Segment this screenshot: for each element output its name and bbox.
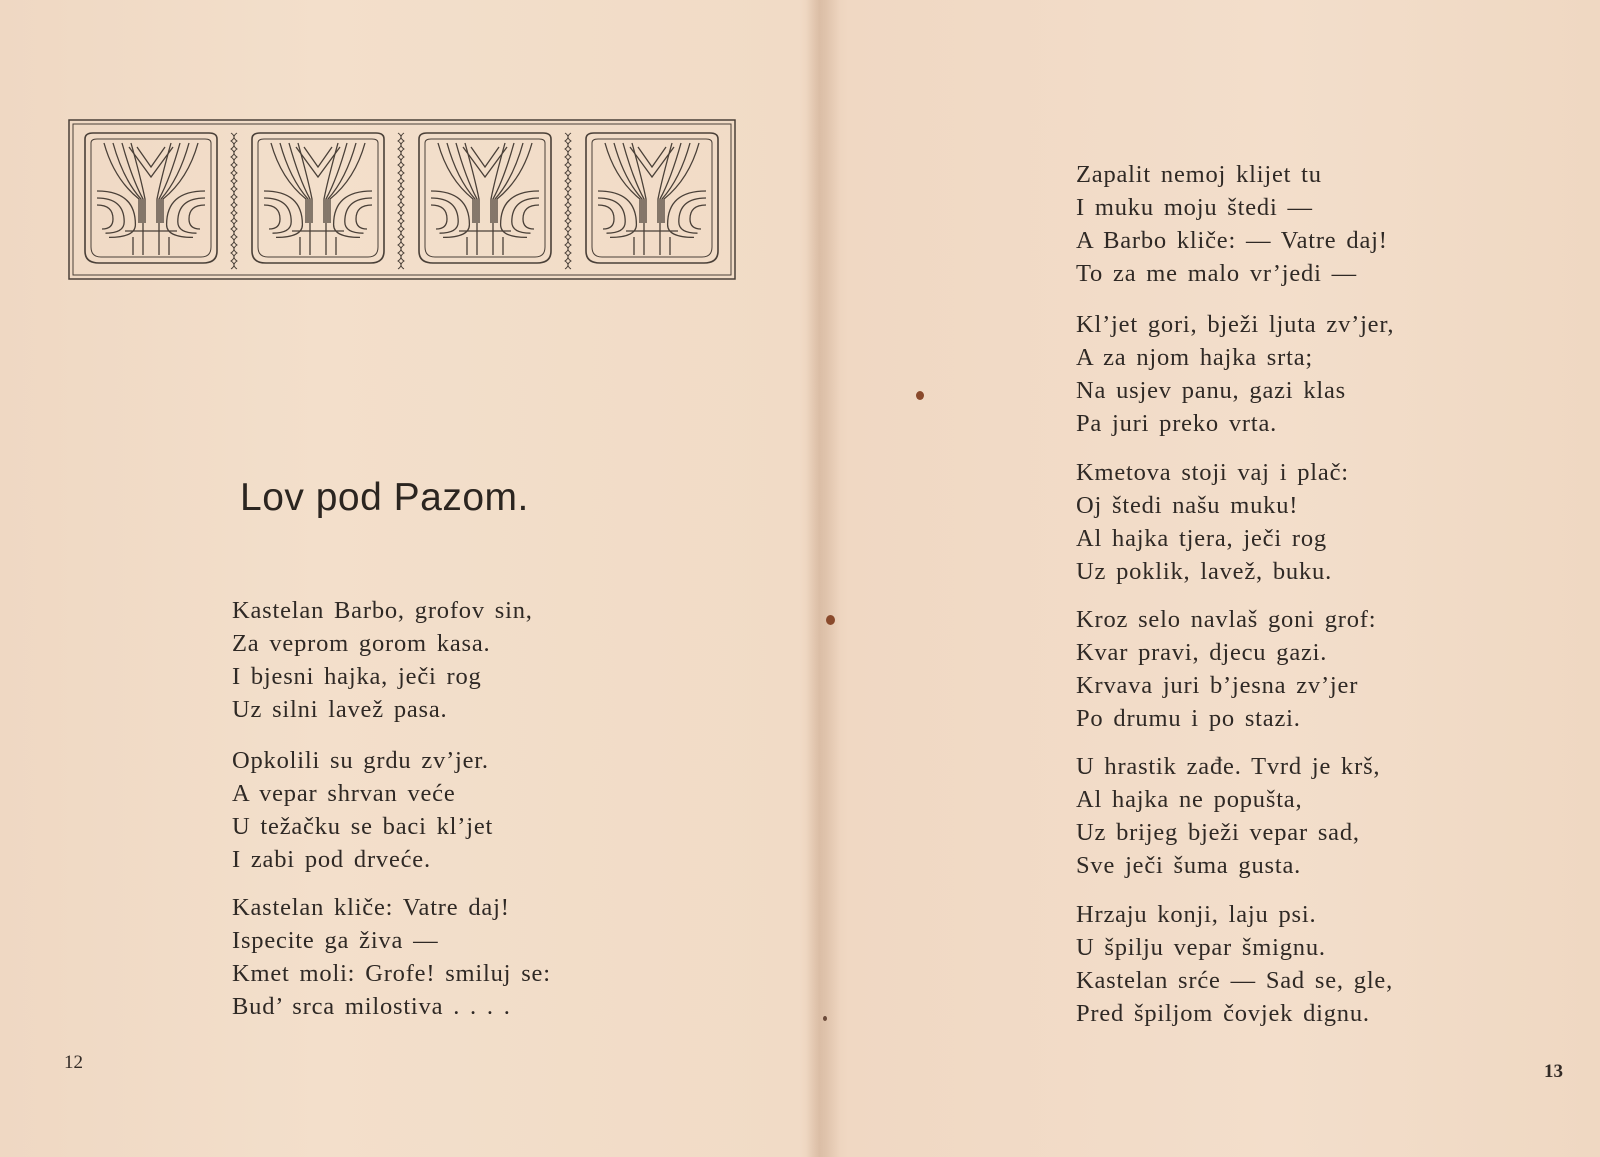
stanza-5 <box>1076 308 1394 440</box>
verse-line: Kastelan srće — Sad se, gle, <box>1076 967 1394 994</box>
verse-line: Kvar pravi, djecu gazi. <box>1076 639 1328 666</box>
verse-line: Uz silni lavež pasa. <box>232 696 448 723</box>
verse-line: I zabi pod drveće. <box>232 846 431 873</box>
verse-line: U špilju vepar šmignu. <box>1076 934 1326 961</box>
verse-line: A vepar shrvan veće <box>232 780 456 807</box>
stanza-7 <box>1076 603 1376 735</box>
verse-line: Zapalit nemoj klijet tu <box>1076 161 1322 188</box>
right-page <box>820 0 1600 1157</box>
art-nouveau-ornament-header <box>68 119 736 280</box>
stanza-4 <box>1076 158 1388 290</box>
verse-line: To za me malo vr’jedi — <box>1076 260 1357 287</box>
verse-line: I muku moju štedi — <box>1076 194 1313 221</box>
verse-line: Kl’jet gori, bježi ljuta zv’jer, <box>1076 311 1395 338</box>
stanza-8 <box>1076 750 1380 882</box>
page-number-right: 13 <box>1544 1061 1563 1082</box>
stanza-9 <box>1076 898 1393 1030</box>
verse-line: Kmetova stoji vaj i plač: <box>1076 459 1349 486</box>
verse-line: U težačku se baci kl’jet <box>232 813 494 840</box>
verse-line: Uz poklik, lavež, buku. <box>1076 558 1333 585</box>
verse-line: Pa juri preko vrta. <box>1076 410 1278 437</box>
poem-title: Lov pod Pazom. <box>240 476 529 519</box>
verse-line: Kmet moli: Grofe! smiluj se: <box>232 960 551 987</box>
verse-line: Ispecite ga živa — <box>232 927 439 954</box>
paper-stain <box>916 391 924 400</box>
paper-stain <box>826 615 835 625</box>
verse-line: Al hajka ne popušta, <box>1076 786 1303 813</box>
verse-line: A Barbo kliče: — Vatre daj! <box>1076 227 1388 254</box>
stanza-2 <box>232 744 493 876</box>
verse-line: Pred špiljom čovjek dignu. <box>1076 1000 1370 1027</box>
verse-line: Bud’ srca milostiva . . . . <box>232 993 511 1020</box>
verse-line: U hrastik zađe. Tvrd je krš, <box>1076 753 1381 780</box>
verse-line: Uz brijeg bježi vepar sad, <box>1076 819 1360 846</box>
verse-line: Sve ječi šuma gusta. <box>1076 852 1302 879</box>
verse-line: Hrzaju konji, laju psi. <box>1076 901 1317 928</box>
verse-line: Kastelan Barbo, grofov sin, <box>232 597 533 624</box>
verse-line: Po drumu i po stazi. <box>1076 705 1301 732</box>
verse-line: A za njom hajka srta; <box>1076 344 1313 371</box>
verse-line: Krvava juri b’jesna zv’jer <box>1076 672 1359 699</box>
verse-line: Al hajka tjera, ječi rog <box>1076 525 1327 552</box>
verse-line: Na usjev panu, gazi klas <box>1076 377 1347 404</box>
page-number-left: 12 <box>64 1052 83 1073</box>
stanza-1 <box>232 594 533 726</box>
verse-line: I bjesni hajka, ječi rog <box>232 663 482 690</box>
verse-line: Opkolili su grdu zv’jer. <box>232 747 489 774</box>
verse-line: Oj štedi našu muku! <box>1076 492 1299 519</box>
verse-line: Kastelan kliče: Vatre daj! <box>232 894 510 921</box>
paper-stain <box>823 1016 827 1021</box>
stanza-3 <box>232 891 551 1023</box>
verse-line: Za veprom gorom kasa. <box>232 630 491 657</box>
stanza-6 <box>1076 456 1349 588</box>
verse-line: Kroz selo navlaš goni grof: <box>1076 606 1377 633</box>
